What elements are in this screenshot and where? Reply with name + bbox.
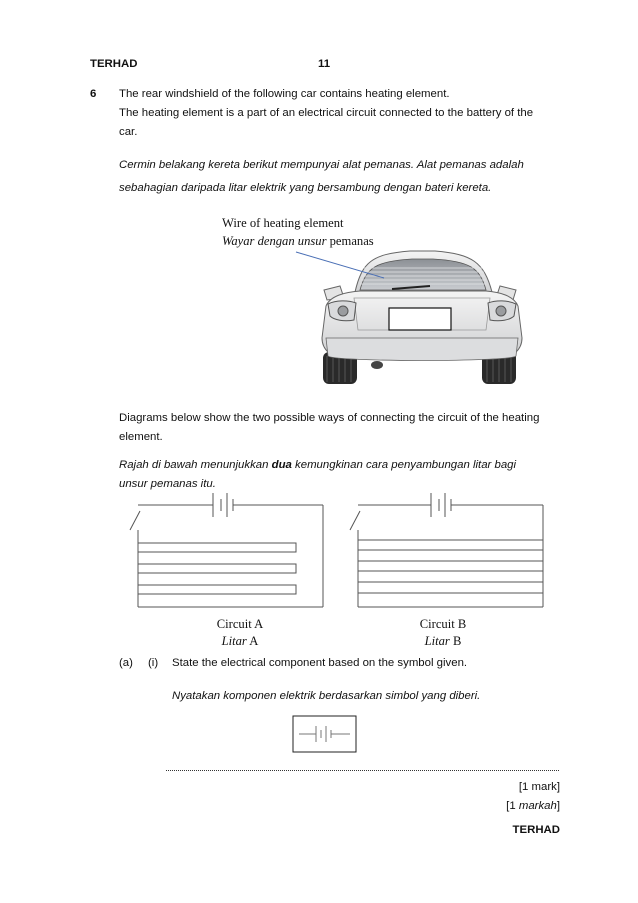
car-label-ms-italic: Wayar dengan unsur xyxy=(222,234,327,248)
diagram-intro-ms-pre: Rajah di bawah menunjukkan xyxy=(119,459,272,471)
diagram-intro-en-line-2: element. xyxy=(119,431,163,443)
part-a-question-ms: Nyatakan komponen elektrik berdasarkan simbol yang diberi. xyxy=(172,690,481,702)
question-text-en xyxy=(119,85,533,142)
mark-ms-post: ] xyxy=(556,800,560,812)
question-ms-line-2: sebahagian daripada litar elektrik yang bersambung dengan bateri kereta. xyxy=(119,182,492,194)
diagram-intro-ms-line-2: unsur pemanas itu. xyxy=(119,478,216,490)
question-en-line-2: The heating element is a part of an electrical circuit connected to the battery of the xyxy=(119,107,534,119)
circuit-a-ms-letter: A xyxy=(246,634,259,648)
mark-ms xyxy=(460,800,560,812)
circuit-a-en: Circuit A xyxy=(216,617,264,631)
circuit-a-ms xyxy=(208,633,272,650)
answer-line[interactable] xyxy=(166,770,559,771)
part-a-question-en: State the electrical component based on the symbol given. xyxy=(172,657,468,669)
question-text-ms xyxy=(119,154,524,200)
question-ms-line-1: Cermin belakang kereta berikut mempunyai alat pemanas. Alat pemanas adalah xyxy=(119,159,524,171)
mark-ms-pre: [1 xyxy=(506,800,519,812)
question-number: 6 xyxy=(90,88,97,100)
footer-right: TERHAD xyxy=(512,824,560,836)
car-figure-label xyxy=(222,214,374,250)
part-a-sub: (i) xyxy=(148,657,159,669)
diagram-intro-ms xyxy=(119,456,516,494)
diagram-intro-ms-line-1 xyxy=(119,456,516,475)
circuit-b-en: Circuit B xyxy=(419,617,467,631)
page-number: 11 xyxy=(318,58,331,70)
mark-en: [1 mark] xyxy=(518,781,560,793)
circuit-b-ms-italic: Litar xyxy=(424,634,450,648)
question-en-line-1: The rear windshield of the following car contains heating element. xyxy=(119,88,450,100)
circuit-b-ms xyxy=(411,633,475,650)
diagram-intro-en-line-1: Diagrams below show the two possible ways of connecting the circuit of the heating xyxy=(119,412,540,424)
header-left: TERHAD xyxy=(90,58,138,70)
car-label-ms-plain: pemanas xyxy=(326,234,374,248)
circuit-a-ms-italic: Litar xyxy=(221,634,247,648)
diagram-intro-ms-bold: dua xyxy=(271,459,292,471)
circuit-a-label xyxy=(208,616,272,650)
diagram-intro-en xyxy=(119,409,539,447)
circuit-b-label xyxy=(411,616,475,650)
diagram-intro-ms-post: kemungkinan cara penyambungan litar bagi xyxy=(291,459,517,471)
car-label-en: Wire of heating element xyxy=(222,216,344,230)
part-a-label: (a) xyxy=(119,657,133,669)
car-label-ms xyxy=(222,232,374,250)
mark-ms-italic: markah xyxy=(518,800,557,812)
circuit-b-ms-letter: B xyxy=(449,634,462,648)
question-en-line-3: car. xyxy=(119,126,138,138)
